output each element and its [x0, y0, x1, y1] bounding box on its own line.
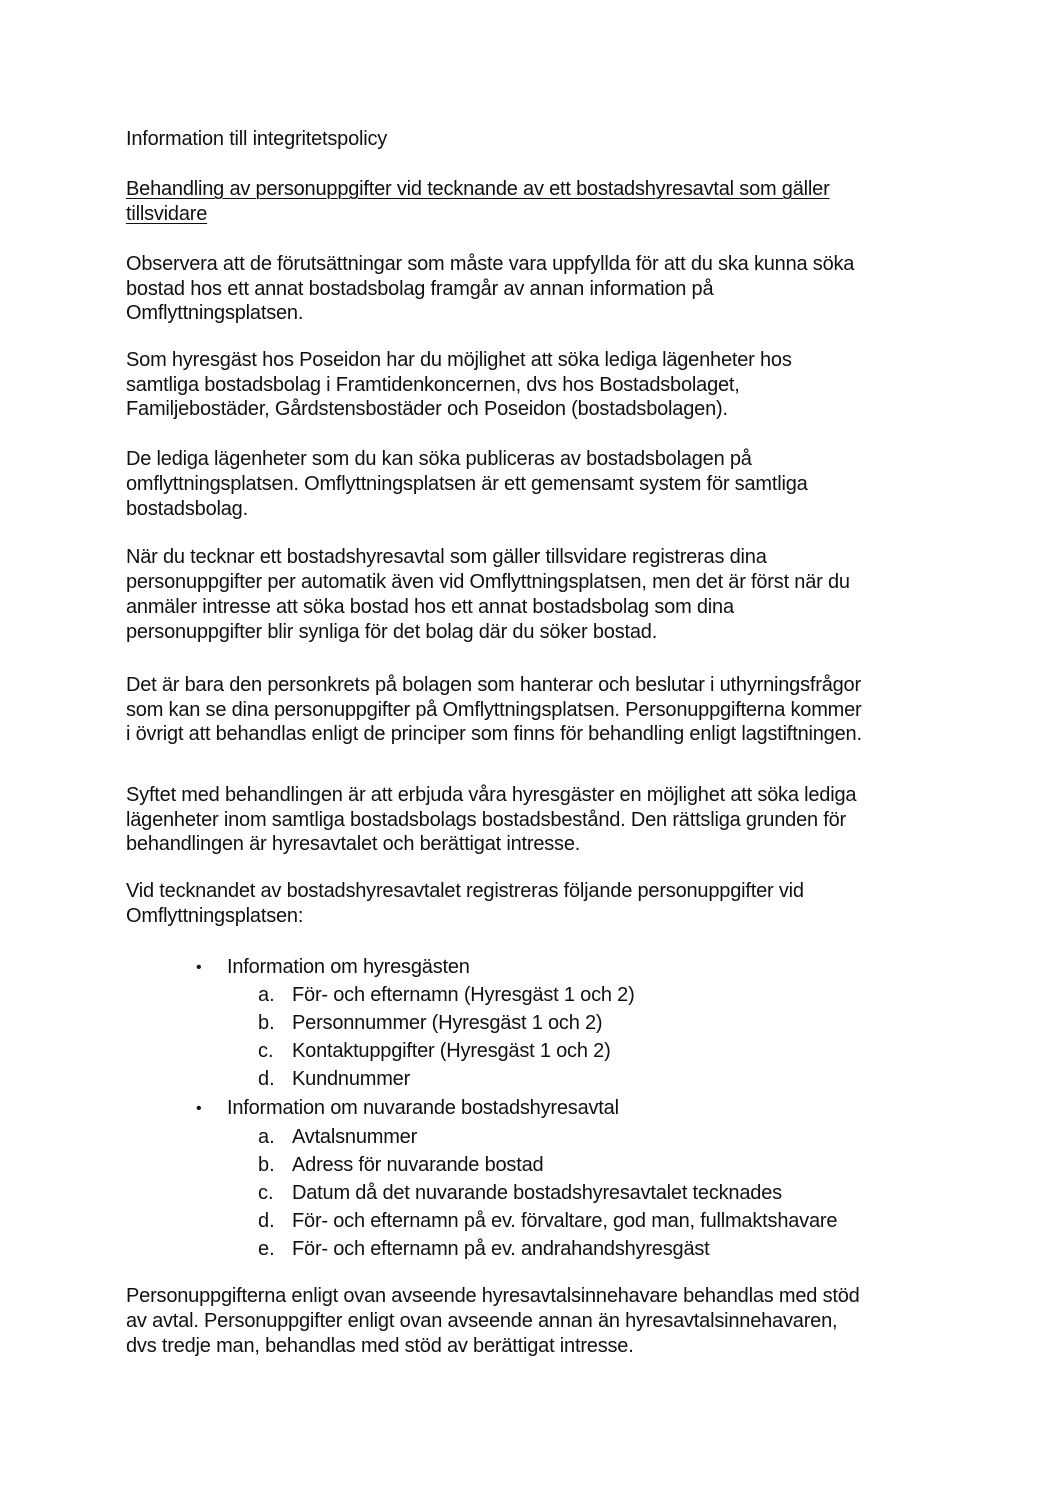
sub-item-marker: a.: [258, 984, 275, 1006]
section-heading-line-1: Behandling av personuppgifter vid tecknande av ett bostadshyresavtal som gäller: [126, 178, 830, 200]
paragraph-line: dvs tredje man, behandlas med stöd av berättigat intresse.: [126, 1335, 634, 1357]
paragraph-line: Det är bara den personkrets på bolagen som hanterar och beslutar i uthyrningsfrågor: [126, 674, 861, 696]
sub-item-text: För- och efternamn på ev. förvaltare, god man, fullmaktshavare: [292, 1210, 838, 1232]
sub-item-text: För- och efternamn (Hyresgäst 1 och 2): [292, 984, 635, 1006]
paragraph-line: bostadsbolag.: [126, 498, 248, 520]
sub-item-text: För- och efternamn på ev. andrahandshyresgäst: [292, 1238, 710, 1260]
document-title: Information till integritetspolicy: [126, 128, 388, 150]
paragraph-line: av avtal. Personuppgifter enligt ovan avseende annan än hyresavtalsinnehavaren,: [126, 1310, 838, 1332]
sub-item-marker: d.: [258, 1068, 275, 1090]
paragraph-line: De lediga lägenheter som du kan söka publiceras av bostadsbolagen på: [126, 448, 752, 470]
bullet-label: Information om hyresgästen: [227, 956, 470, 978]
paragraph-line: Omflyttningsplatsen.: [126, 302, 304, 324]
sub-item-marker: c.: [258, 1182, 274, 1204]
paragraph-line: När du tecknar ett bostadshyresavtal som gäller tillsvidare registreras dina: [126, 546, 767, 568]
paragraph-line: Observera att de förutsättningar som måste vara uppfyllda för att du ska kunna söka: [126, 253, 855, 275]
sub-item-text: Adress för nuvarande bostad: [292, 1154, 544, 1176]
paragraph-line: lägenheter inom samtliga bostadsbolags bostadsbestånd. Den rättsliga grunden för: [126, 809, 847, 831]
sub-item-text: Datum då det nuvarande bostadshyresavtalet tecknades: [292, 1182, 782, 1204]
paragraph-line: Syftet med behandlingen är att erbjuda våra hyresgäster en möjlighet att söka lediga: [126, 784, 857, 806]
section-heading-line-2: tillsvidare: [126, 203, 208, 225]
paragraph-line: samtliga bostadsbolag i Framtidenkoncernen, dvs hos Bostadsbolaget,: [126, 374, 740, 396]
sub-item-marker: e.: [258, 1238, 275, 1260]
paragraph-line: anmäler intresse att söka bostad hos ett annat bostadsbolag som dina: [126, 596, 734, 618]
sub-item-text: Avtalsnummer: [292, 1126, 418, 1148]
paragraph-line: omflyttningsplatsen. Omflyttningsplatsen är ett gemensamt system för samtliga: [126, 473, 808, 495]
paragraph-line: bostad hos ett annat bostadsbolag framgår av annan information på: [126, 278, 714, 300]
paragraph-line: personuppgifter blir synliga för det bolag där du söker bostad.: [126, 621, 658, 643]
paragraph-line: Vid tecknandet av bostadshyresavtalet registreras följande personuppgifter vid: [126, 880, 804, 902]
bullet-label: Information om nuvarande bostadshyresavtal: [227, 1097, 619, 1119]
sub-item-marker: b.: [258, 1154, 275, 1176]
paragraph-line: Som hyresgäst hos Poseidon har du möjlighet att söka lediga lägenheter hos: [126, 349, 792, 371]
paragraph-line: i övrigt att behandlas enligt de principer som finns för behandling enligt lagstiftningen.: [126, 723, 862, 745]
sub-item-text: Kontaktuppgifter (Hyresgäst 1 och 2): [292, 1040, 611, 1062]
sub-item-marker: d.: [258, 1210, 275, 1232]
paragraph-line: behandlingen är hyresavtalet och berättigat intresse.: [126, 833, 581, 855]
paragraph-line: personuppgifter per automatik även vid Omflyttningsplatsen, men det är först när du: [126, 571, 850, 593]
paragraph-line: Personuppgifterna enligt ovan avseende hyresavtalsinnehavare behandlas med stöd: [126, 1285, 860, 1307]
paragraph-line: som kan se dina personuppgifter på Omflyttningsplatsen. Personuppgifterna kommer: [126, 699, 862, 721]
sub-item-marker: a.: [258, 1126, 275, 1148]
sub-item-text: Personnummer (Hyresgäst 1 och 2): [292, 1012, 603, 1034]
paragraph-line: Omflyttningsplatsen:: [126, 905, 304, 927]
sub-item-marker: c.: [258, 1040, 274, 1062]
paragraph-line: Familjebostäder, Gårdstensbostäder och Poseidon (bostadsbolagen).: [126, 398, 728, 420]
bullet-icon: •: [196, 959, 202, 976]
bullet-icon: •: [196, 1100, 202, 1117]
sub-item-marker: b.: [258, 1012, 275, 1034]
sub-item-text: Kundnummer: [292, 1068, 411, 1090]
